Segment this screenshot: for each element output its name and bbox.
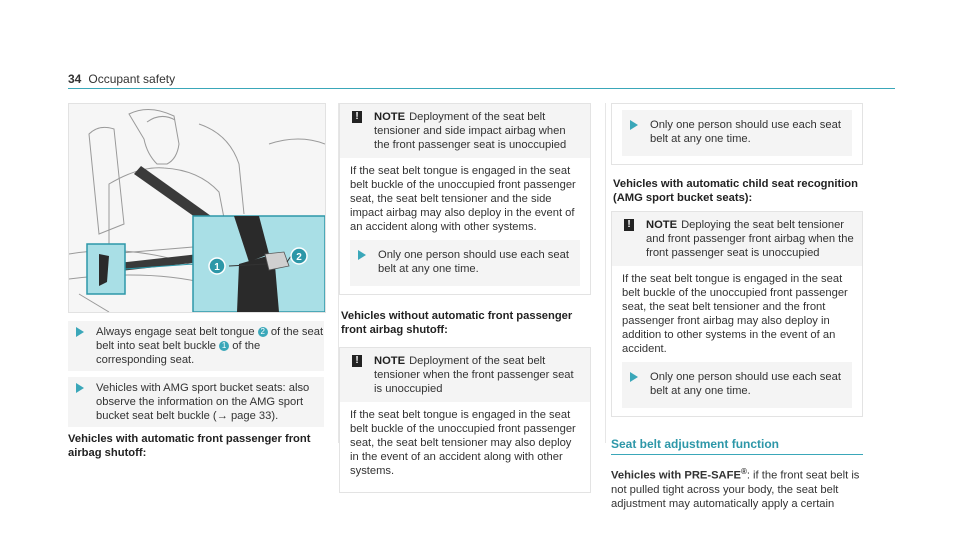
note-headline: Deployment of the seat belt tensioner when the front passenger seat is unoccupied bbox=[374, 355, 574, 395]
pre-safe-paragraph: Vehicles with PRE-SAFE®: if the front seat belt is not pulled tight across your body, the seat belt adjustment may automatically apply a certain bbox=[611, 467, 860, 510]
callout-2-marker: 2 bbox=[258, 327, 268, 337]
warning-icon: ! bbox=[352, 355, 362, 367]
arrow-icon bbox=[358, 250, 366, 260]
section-title: Seat belt adjustment function bbox=[611, 437, 780, 451]
note-headline: Deployment of the seat belt tensioner and side impact airbag when the front passenger seat is unoccupied bbox=[374, 111, 567, 151]
bullet-text: Only one person should use each seat belt at any one time. bbox=[650, 371, 841, 397]
header-rule bbox=[68, 88, 895, 89]
bullet-amg-seats bbox=[68, 377, 324, 427]
note-continued bbox=[611, 103, 863, 165]
note-headline: Deploying the seat belt tensioner and front passenger front airbag when the front passenger seat is unoccupied bbox=[646, 219, 854, 259]
note-body: If the seat belt tongue is engaged in the seat belt buckle of the unoccupied front passenger seat, the seat belt tensioner and the front passenger front airbag may also deploy in addition to other systems in the event of an accident. bbox=[622, 273, 848, 355]
callout-2 bbox=[291, 248, 307, 264]
arrow-icon bbox=[630, 372, 638, 382]
heading-with-shutoff: Vehicles with automatic front passenger front airbag shutoff: bbox=[68, 433, 311, 459]
note-box-1 bbox=[339, 103, 591, 295]
warning-icon: ! bbox=[624, 219, 634, 231]
bullet-text: Only one person should use each seat belt at any one time. bbox=[650, 119, 841, 145]
note-title: NOTE bbox=[646, 219, 678, 231]
bullet-text: Only one person should use each seat belt at any one time. bbox=[378, 249, 569, 275]
illustration-drawing bbox=[69, 104, 325, 312]
section-adjustment bbox=[611, 437, 863, 455]
note-title: NOTE bbox=[374, 111, 406, 123]
bullet-text: Vehicles with AMG sport bucket seats: also observe the information on the AMG sport bucket seat belt buckle (→ page 33). bbox=[96, 382, 310, 422]
bullet-engage-tongue: Always engage seat belt tongue 2 of the seat belt into seat belt buckle 1 of the corresponding seat. bbox=[68, 321, 324, 371]
warning-icon: ! bbox=[352, 111, 362, 123]
heading-child-seat-recognition: Vehicles with automatic child seat recognition (AMG sport bucket seats): bbox=[613, 178, 858, 204]
heading-without-shutoff: Vehicles without automatic front passenger front airbag shutoff: bbox=[341, 310, 573, 336]
page-number: 34 bbox=[68, 72, 82, 86]
seat-belt-illustration bbox=[68, 103, 326, 313]
callout-1-marker: 1 bbox=[219, 341, 229, 351]
callout-1 bbox=[209, 258, 225, 274]
note-box-3 bbox=[611, 211, 863, 417]
svg-text:1: 1 bbox=[214, 262, 220, 273]
svg-text:2: 2 bbox=[296, 252, 302, 263]
note-title: NOTE bbox=[374, 355, 406, 367]
page-header bbox=[68, 72, 175, 86]
arrow-icon bbox=[76, 327, 84, 337]
note-body: If the seat belt tongue is engaged in the seat belt buckle of the unoccupied front passenger seat, the seat belt tensioner and the side impact airbag may also deploy in the event of an accident along with other systems. bbox=[350, 165, 576, 233]
note-body: If the seat belt tongue is engaged in the seat belt buckle of the unoccupied front passenger seat, the seat belt tensioner may also deploy in the event of an accident along with other systems. bbox=[350, 409, 576, 477]
arrow-icon bbox=[630, 120, 638, 130]
column-2 bbox=[339, 103, 591, 493]
column-1 bbox=[68, 321, 324, 460]
note-box-2 bbox=[339, 347, 591, 493]
section-name: Occupant safety bbox=[88, 72, 176, 86]
column-3 bbox=[611, 103, 863, 511]
arrow-icon bbox=[76, 383, 84, 393]
column-divider bbox=[605, 103, 606, 443]
section-rule bbox=[611, 454, 863, 455]
